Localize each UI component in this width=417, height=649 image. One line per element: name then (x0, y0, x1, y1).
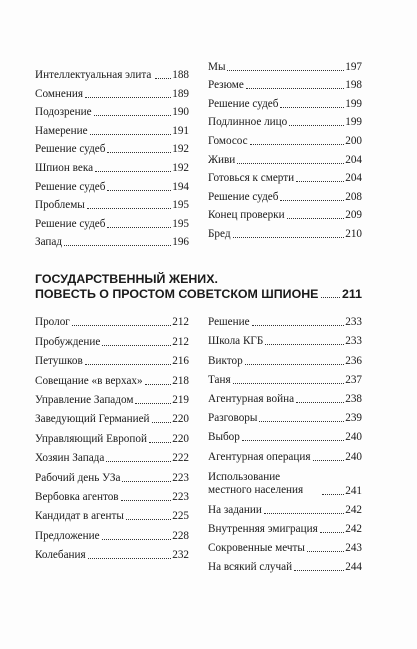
toc-entry-page: 223 (172, 490, 189, 503)
toc-entry-title: Намерение (35, 124, 88, 137)
toc-entry (35, 368, 189, 387)
toc-entry-page: 223 (172, 471, 189, 484)
toc-entry-page: 220 (172, 413, 189, 426)
toc-entry-page: 192 (172, 143, 189, 156)
toc-entry-page: 240 (345, 431, 362, 444)
toc-entry-page: 239 (345, 412, 362, 425)
toc-entry-page: 216 (172, 355, 189, 368)
section-subtitle-row (35, 287, 362, 301)
section-title: ГОСУДАРСТВЕННЫЙ ЖЕНИХ. (35, 272, 218, 286)
toc-entry-page: 236 (345, 354, 362, 367)
toc-leader (289, 125, 344, 126)
toc-entry-title: Проблемы (35, 199, 85, 212)
toc-entry (208, 167, 362, 186)
toc-entry-title: Запад (35, 236, 63, 249)
toc-leader (245, 364, 345, 365)
toc-entry-page: 222 (172, 452, 189, 465)
toc-entry (35, 55, 189, 82)
toc-entry (35, 175, 189, 194)
toc-entry-title: На задании (208, 503, 262, 516)
toc-leader (294, 570, 344, 571)
toc-entry-title: Управление Западом (35, 393, 134, 406)
toc-entry-page: 233 (345, 316, 362, 329)
toc-entry-title: Петушков (35, 355, 83, 368)
toc-entry (35, 138, 189, 157)
toc-leader (265, 344, 344, 345)
section-page: 211 (342, 287, 362, 301)
toc-column-bottom-left (35, 310, 189, 562)
toc-entry-title: Школа КГБ (208, 335, 264, 348)
toc-entry-page: 243 (345, 542, 362, 555)
toc-entry-title: Бред (208, 227, 231, 240)
toc-leader (145, 384, 172, 385)
toc-entry-title: Вербовка агентов (35, 490, 119, 503)
toc-entry-page: 237 (345, 373, 362, 386)
toc-entry (208, 348, 362, 367)
toc-leader (121, 500, 172, 501)
toc-entry-title: Шпион века (35, 161, 94, 174)
toc-entry (208, 310, 362, 329)
toc-leader (307, 551, 344, 552)
toc-entry (35, 543, 189, 562)
toc-leader (280, 107, 344, 108)
toc-leader (233, 237, 345, 238)
toc-leader (250, 144, 345, 145)
toc-entry-title: Рабочий день УЗа (35, 471, 121, 484)
toc-leader (296, 181, 344, 182)
toc-entry-page: 242 (345, 503, 362, 516)
toc-leader (321, 297, 340, 298)
toc-entry (35, 212, 189, 231)
toc-leader (313, 460, 345, 461)
toc-entry (35, 426, 189, 445)
toc-entry-title: Решение судеб (208, 97, 279, 110)
toc-entry (208, 148, 362, 167)
toc-entry (208, 111, 362, 130)
toc-entry (35, 349, 189, 368)
toc-leader (155, 78, 171, 79)
toc-entry (35, 388, 189, 407)
toc-entry (35, 446, 189, 465)
toc-entry-page: 192 (172, 161, 189, 174)
toc-entry-page: 220 (172, 432, 189, 445)
toc-entry-title: Хозяин Запада (35, 452, 105, 465)
toc-entry (208, 464, 362, 498)
toc-leader (287, 218, 345, 219)
toc-entry (208, 329, 362, 348)
toc-entry (35, 101, 189, 120)
toc-leader (320, 532, 344, 533)
toc-entry-title: Решение судеб (35, 180, 106, 193)
toc-entry-page: 204 (345, 172, 362, 185)
toc-entry-title: Решение (208, 316, 250, 329)
section-subtitle: ПОВЕСТЬ О ПРОСТОМ СОВЕТСКОМ ШПИОНЕ (35, 287, 319, 301)
toc-entry-page: 238 (345, 392, 362, 405)
toc-entry-title: Пролог (35, 316, 70, 329)
toc-entry-title: Агентурная операция (208, 450, 311, 463)
toc-entry (208, 185, 362, 204)
toc-entry (208, 204, 362, 223)
toc-entry-page: 188 (172, 69, 189, 81)
toc-entry-page: 199 (345, 116, 362, 129)
toc-entry (208, 92, 362, 111)
toc-leader (246, 88, 344, 89)
toc-entry-title: Подозрение (35, 106, 92, 119)
toc-entry-title: Внутренняя эмиграция (208, 522, 318, 535)
toc-entry-title: Решение судеб (208, 190, 279, 203)
toc-entry (208, 74, 362, 93)
toc-entry-title: Резюме (208, 79, 244, 92)
toc-leader (72, 325, 171, 326)
toc-entry-title: Интеллектуальная элита (35, 68, 152, 81)
toc-entry-page: 209 (345, 209, 362, 222)
toc-entry-title: Мы (208, 60, 226, 73)
toc-leader (90, 134, 172, 135)
toc-leader (106, 461, 171, 462)
toc-entry-title: Разговоры (208, 412, 258, 425)
toc-entry-title: Решение судеб (35, 217, 106, 230)
toc-leader (126, 519, 171, 520)
toc-entry (208, 129, 362, 148)
toc-entry (208, 368, 362, 387)
toc-entry (35, 329, 189, 348)
toc-entry-page: 204 (345, 153, 362, 166)
toc-entry-page: 241 (345, 484, 362, 497)
toc-column-top-right (208, 55, 362, 241)
toc-entry-page: 189 (172, 87, 189, 100)
toc-leader (102, 539, 172, 540)
toc-entry-title: Решение судеб (35, 143, 106, 156)
toc-entry-title: На всякий случай (208, 561, 293, 574)
toc-entry-title: Сомнения (35, 87, 83, 100)
toc-column-bottom-right (208, 310, 362, 574)
toc-entry-title: Сокровенные мечты (208, 542, 305, 555)
toc-leader (94, 115, 172, 116)
toc-leader (107, 152, 171, 153)
toc-entry-page: 225 (172, 510, 189, 523)
toc-entry (208, 406, 362, 425)
toc-entry (35, 231, 189, 250)
toc-entry (208, 444, 362, 463)
toc-leader (227, 70, 344, 71)
toc-leader (87, 208, 171, 209)
toc-entry-page: 219 (172, 393, 189, 406)
toc-column-top-left (35, 55, 189, 249)
toc-leader (64, 245, 171, 246)
toc-leader (280, 200, 344, 201)
toc-entry-title: Гомосос (208, 134, 248, 147)
toc-leader (95, 171, 171, 172)
toc-entry (35, 194, 189, 213)
toc-entry-title: Конец проверки (208, 209, 285, 222)
toc-leader (322, 494, 344, 495)
toc-leader (237, 163, 344, 164)
toc-leader (233, 383, 345, 384)
toc-entry-page: 197 (345, 60, 362, 73)
toc-entry-title: Предложение (35, 529, 100, 542)
toc-entry-title: Подлинное лицо (208, 116, 288, 129)
toc-entry-title: Живи (208, 153, 236, 166)
toc-entry (35, 82, 189, 101)
toc-entry-page: 212 (172, 316, 189, 329)
toc-leader (296, 402, 344, 403)
toc-entry-title: Совещание «в верхах» (35, 374, 143, 387)
toc-leader (85, 364, 171, 365)
toc-leader (264, 513, 344, 514)
toc-entry-page: 240 (345, 450, 362, 463)
toc-entry (208, 425, 362, 444)
toc-entry-title: Кандидат в агенты (35, 510, 124, 523)
toc-entry (35, 485, 189, 504)
toc-leader (252, 325, 345, 326)
toc-entry (208, 387, 362, 406)
toc-entry-title: Готовься к смерти (208, 172, 295, 185)
toc-leader (102, 345, 171, 346)
toc-leader (242, 440, 344, 441)
toc-entry-title: Управляющий Европой (35, 432, 147, 445)
toc-leader (149, 442, 171, 443)
toc-entry-page: 196 (172, 236, 189, 249)
toc-entry-page: 190 (172, 106, 189, 119)
toc-leader (107, 190, 171, 191)
toc-leader (122, 481, 171, 482)
toc-entry-page: 195 (172, 199, 189, 212)
toc-leader (85, 97, 171, 98)
toc-entry-page: 194 (172, 180, 189, 193)
toc-entry-page: 228 (172, 529, 189, 542)
toc-entry-page: 198 (345, 79, 362, 92)
toc-entry-page: 242 (345, 522, 362, 535)
toc-leader (152, 422, 172, 423)
toc-entry-page: 233 (345, 335, 362, 348)
toc-entry (35, 119, 189, 138)
toc-entry-title: Агентурная война (208, 392, 295, 405)
toc-entry-title: Таня (208, 373, 231, 386)
toc-entry (208, 222, 362, 241)
toc-entry-page: 218 (172, 374, 189, 387)
toc-entry (35, 504, 189, 523)
toc-leader (88, 558, 172, 559)
toc-leader (107, 227, 171, 228)
toc-entry (208, 555, 362, 574)
toc-entry-title: Колебания (35, 549, 86, 562)
toc-entry-title: Пробуждение (35, 335, 101, 348)
toc-entry-page: 232 (172, 549, 189, 562)
toc-entry (208, 498, 362, 517)
toc-entry (35, 407, 189, 426)
toc-entry (35, 523, 189, 542)
toc-entry-title: Виктор (208, 354, 243, 367)
toc-entry-title: Выбор (208, 431, 240, 444)
toc-entry-page: 244 (345, 561, 362, 574)
toc-entry (208, 517, 362, 536)
toc-entry-page: 210 (345, 227, 362, 240)
toc-entry-page: 195 (172, 217, 189, 230)
toc-entry (208, 55, 362, 74)
toc-entry (208, 536, 362, 555)
toc-entry-page: 212 (172, 335, 189, 348)
toc-entry-title: Заведующий Германией (35, 413, 150, 426)
toc-entry-page: 208 (345, 190, 362, 203)
toc-leader (259, 421, 344, 422)
toc-leader (135, 403, 171, 404)
toc-entry (35, 156, 189, 175)
toc-entry-page: 199 (345, 97, 362, 110)
toc-entry (35, 465, 189, 484)
toc-entry (35, 310, 189, 329)
toc-entry-title: Использование местного населения (208, 471, 304, 497)
toc-entry-page: 200 (345, 134, 362, 147)
toc-entry-page: 191 (172, 124, 189, 137)
